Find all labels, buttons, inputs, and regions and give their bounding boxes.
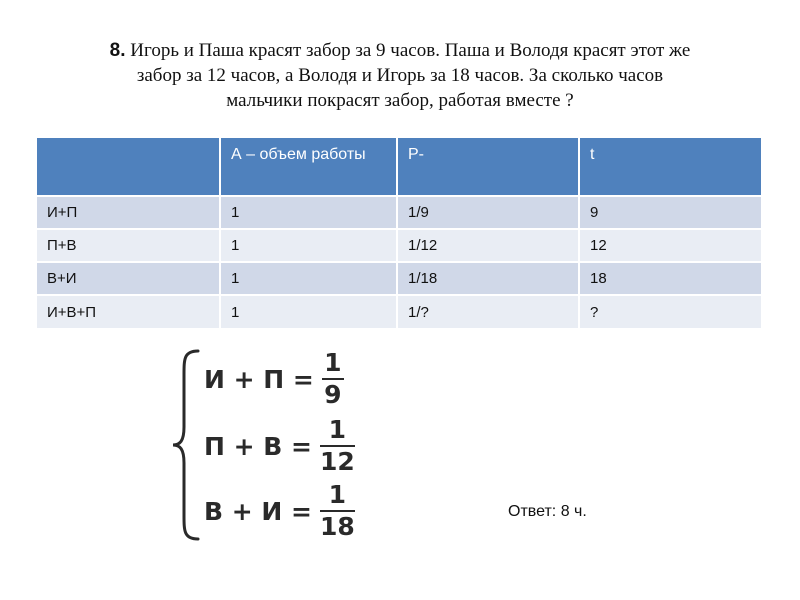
equation-1-lhs: И + П = xyxy=(204,364,314,394)
fraction-numerator: 1 xyxy=(324,348,342,377)
fraction-denominator: 9 xyxy=(324,380,342,409)
work-table xyxy=(37,138,761,328)
time-cell: 12 xyxy=(579,229,761,262)
time-cell: ? xyxy=(579,295,761,328)
equation-system xyxy=(168,345,428,545)
table-header-row xyxy=(37,138,761,196)
time-cell: 18 xyxy=(579,262,761,295)
equation-3 xyxy=(204,481,355,541)
table-row xyxy=(37,262,761,295)
equation-1 xyxy=(204,349,344,409)
answer xyxy=(508,503,587,521)
problem-line-3: мальчики покрасят забор, работая вместе ? xyxy=(226,90,574,111)
equation-3-fraction xyxy=(320,481,355,541)
equation-1-fraction xyxy=(322,349,344,409)
header-empty xyxy=(37,138,220,196)
equation-3-lhs: В + И = xyxy=(204,496,312,526)
fraction-numerator: 1 xyxy=(328,415,347,444)
work-cell: 1 xyxy=(220,295,397,328)
productivity-cell: 1/12 xyxy=(397,229,579,262)
row-label: В+И xyxy=(37,262,220,295)
equation-2-lhs: П + В = xyxy=(204,431,312,461)
row-label: И+В+П xyxy=(37,295,220,328)
problem-number: 8. xyxy=(109,40,126,61)
fraction-denominator: 12 xyxy=(319,447,355,476)
answer-value: 8 xyxy=(560,503,570,520)
problem-statement xyxy=(40,38,760,113)
row-label: И+П xyxy=(37,196,220,229)
productivity-cell: 1/18 xyxy=(397,262,579,295)
fraction-numerator: 1 xyxy=(328,480,347,509)
equation-2 xyxy=(204,416,355,476)
answer-label: Ответ: xyxy=(508,503,557,520)
equation-2-fraction xyxy=(320,416,355,476)
fraction-denominator: 18 xyxy=(319,512,355,541)
table-row xyxy=(37,196,761,229)
row-label: П+В xyxy=(37,229,220,262)
header-productivity: P- xyxy=(397,138,579,196)
work-cell: 1 xyxy=(220,196,397,229)
work-cell: 1 xyxy=(220,229,397,262)
problem-line-1: Игорь и Паша красят забор за 9 часов. Паша и Володя красят этот же xyxy=(130,40,691,61)
header-time: t xyxy=(579,138,761,196)
work-cell: 1 xyxy=(220,262,397,295)
left-brace-icon xyxy=(168,345,208,545)
header-work-volume: А – объем работы xyxy=(220,138,397,196)
table-row xyxy=(37,295,761,328)
problem-line-2: забор за 12 часов, а Володя и Игорь за 18 часов. За сколько часов xyxy=(136,65,664,86)
answer-unit: ч. xyxy=(574,503,587,520)
productivity-cell: 1/9 xyxy=(397,196,579,229)
productivity-cell: 1/? xyxy=(397,295,579,328)
time-cell: 9 xyxy=(579,196,761,229)
table-row xyxy=(37,229,761,262)
